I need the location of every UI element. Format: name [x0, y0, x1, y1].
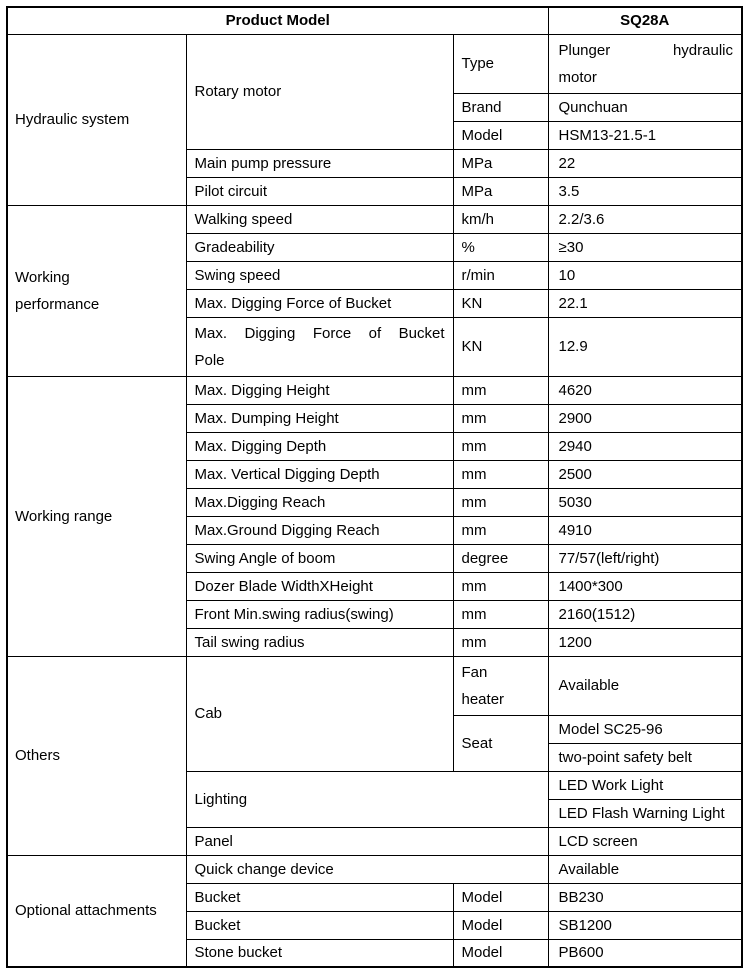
param-label-digging-force-bucket-pole: Max. Digging Force of Bucket Pole [186, 317, 453, 376]
spec-table [6, 6, 743, 968]
param-label: Tail swing radius [186, 628, 453, 656]
value-cell: PB600 [548, 939, 742, 967]
unit-label: Model [453, 883, 548, 911]
value-cell: 2.2/3.6 [548, 205, 742, 233]
unit-label: mm [453, 516, 548, 544]
param-label-walking-speed: Walking speed [186, 205, 453, 233]
unit-label: Model [453, 911, 548, 939]
section-label-others: Others [7, 656, 186, 855]
unit-label: r/min [453, 261, 548, 289]
value-cell: 77/57(left/right) [548, 544, 742, 572]
section-label-hydraulic-system: Hydraulic system [7, 34, 186, 205]
unit-label: mm [453, 600, 548, 628]
value-cell: BB230 [548, 883, 742, 911]
section-label-working-performance [7, 205, 186, 376]
param-label-swing-speed: Swing speed [186, 261, 453, 289]
value-cell-brand: Qunchuan [548, 93, 742, 121]
value-cell: 5030 [548, 488, 742, 516]
param-label: Max. Digging Depth [186, 432, 453, 460]
value-cell: 4620 [548, 376, 742, 404]
sub-label-fan-heater: Fan heater [453, 656, 548, 715]
section-label-working-range: Working range [7, 376, 186, 656]
table-row [7, 205, 742, 233]
param-label: Dozer Blade WidthXHeight [186, 572, 453, 600]
section-label-optional-attachments: Optional attachments [7, 855, 186, 967]
model-value-header: SQ28A [548, 7, 742, 34]
value-cell: 4910 [548, 516, 742, 544]
unit-label: Model [453, 939, 548, 967]
value-cell: 22.1 [548, 289, 742, 317]
param-label: Max. Dumping Height [186, 404, 453, 432]
param-label-main-pump: Main pump pressure [186, 149, 453, 177]
value-cell: LED Work Light [548, 771, 742, 799]
table-row [7, 376, 742, 404]
value-cell: 1200 [548, 628, 742, 656]
param-label: Max. Vertical Digging Depth [186, 460, 453, 488]
unit-label: mm [453, 628, 548, 656]
sub-label-seat: Seat [453, 715, 548, 771]
value-cell: LED Flash Warning Light [548, 799, 742, 827]
value-cell: 10 [548, 261, 742, 289]
unit-label: degree [453, 544, 548, 572]
table-row [7, 34, 742, 93]
sub-label-brand: Brand [453, 93, 548, 121]
value-cell: Available [548, 855, 742, 883]
value-cell: LCD screen [548, 827, 742, 855]
param-label-quick-change: Quick change device [186, 855, 548, 883]
param-label-pilot-circuit: Pilot circuit [186, 177, 453, 205]
param-label: Front Min.swing radius(swing) [186, 600, 453, 628]
table-header-row [7, 7, 742, 34]
value-cell: two-point safety belt [548, 743, 742, 771]
param-label-bucket: Bucket [186, 883, 453, 911]
param-label-cab: Cab [186, 656, 453, 771]
unit-label: MPa [453, 177, 548, 205]
unit-label: mm [453, 432, 548, 460]
value-cell: 12.9 [548, 317, 742, 376]
value-cell-motor-type: Plunger hydraulic motor [548, 34, 742, 93]
param-label-digging-force-bucket: Max. Digging Force of Bucket [186, 289, 453, 317]
table-row [7, 855, 742, 883]
value-cell: ≥30 [548, 233, 742, 261]
section-title-text: Working performance [15, 268, 100, 313]
param-label-rotary-motor: Rotary motor [186, 34, 453, 149]
param-label-gradeability: Gradeability [186, 233, 453, 261]
table-row [7, 656, 742, 715]
unit-label: mm [453, 404, 548, 432]
param-label: Max. Digging Height [186, 376, 453, 404]
value-cell: SB1200 [548, 911, 742, 939]
unit-label: % [453, 233, 548, 261]
param-label-bucket: Bucket [186, 911, 453, 939]
unit-label: mm [453, 488, 548, 516]
value-cell: 2940 [548, 432, 742, 460]
param-label-stone-bucket: Stone bucket [186, 939, 453, 967]
value-cell: Available [548, 656, 742, 715]
value-cell: 1400*300 [548, 572, 742, 600]
param-label-lighting: Lighting [186, 771, 548, 827]
unit-label: KN [453, 289, 548, 317]
param-label: Max.Digging Reach [186, 488, 453, 516]
value-cell: 3.5 [548, 177, 742, 205]
product-model-header: Product Model [7, 7, 548, 34]
param-label-panel: Panel [186, 827, 548, 855]
unit-label: mm [453, 460, 548, 488]
value-cell: Model SC25-96 [548, 715, 742, 743]
param-label: Swing Angle of boom [186, 544, 453, 572]
sub-label-type: Type [453, 34, 548, 93]
value-cell: 22 [548, 149, 742, 177]
unit-label: km/h [453, 205, 548, 233]
value-cell: 2500 [548, 460, 742, 488]
unit-label: mm [453, 376, 548, 404]
unit-label: MPa [453, 149, 548, 177]
value-cell-motor-model: HSM13-21.5-1 [548, 121, 742, 149]
param-label: Max.Ground Digging Reach [186, 516, 453, 544]
unit-label: mm [453, 572, 548, 600]
value-cell: 2160(1512) [548, 600, 742, 628]
sub-label-model: Model [453, 121, 548, 149]
value-cell: 2900 [548, 404, 742, 432]
unit-label: KN [453, 317, 548, 376]
